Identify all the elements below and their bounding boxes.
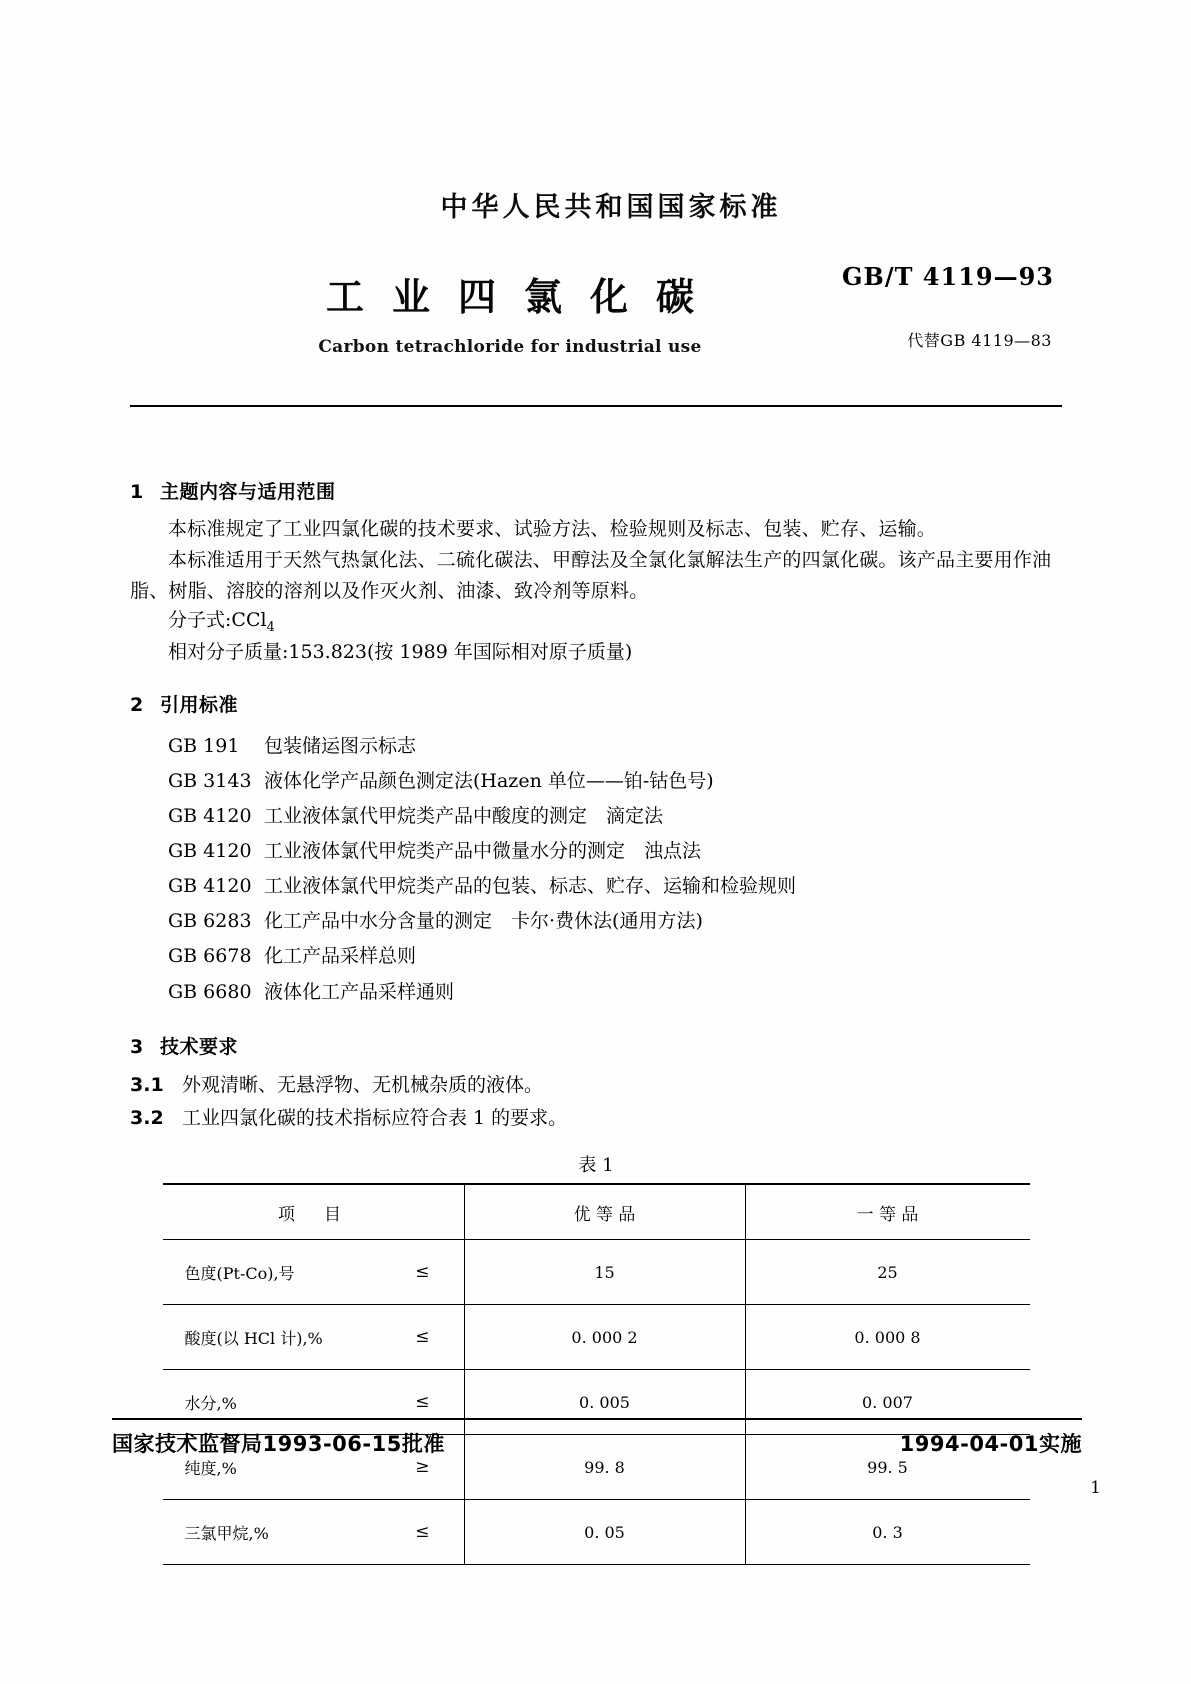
row-first-grade-value: 0. 3	[745, 1500, 1030, 1565]
footer-row	[112, 1428, 1082, 1458]
reference-title: 工业液体氯代甲烷类产品中酸度的测定 滴定法	[264, 804, 664, 827]
reference-title: 工业液体氯代甲烷类产品的包装、标志、贮存、运输和检验规则	[264, 875, 797, 898]
section-3-title: 技术要求	[160, 1035, 239, 1058]
comparison-symbol: ≤	[415, 1262, 430, 1283]
reference-title: 包装储运图示标志	[264, 734, 417, 757]
list-item	[130, 764, 1062, 799]
comparison-symbol: ≤	[415, 1327, 430, 1348]
section-1-heading	[130, 477, 1062, 504]
molecular-formula-line	[130, 606, 1062, 638]
section-2-title: 引用标准	[160, 693, 239, 716]
list-item	[130, 904, 1062, 939]
standard-number: GB/T 4119—93	[842, 262, 1054, 291]
section-1-paragraph-2: 本标准适用于天然气热氯化法、二硫化碳法、甲醇法及全氯化氯解法生产的四氯化碳。该产品主要用作油脂、树脂、溶胶的溶剂以及作灭火剂、油漆、致冷剂等原料。	[130, 548, 1052, 602]
replaces-note: 代替GB 4119—83	[907, 331, 1052, 350]
clause-3-1-text: 外观清晰、无悬浮物、无机械杂质的液体。	[182, 1073, 544, 1096]
row-superior-value: 0. 05	[464, 1500, 745, 1565]
reference-code: GB 4120	[168, 839, 252, 862]
row-first-grade-value: 0. 007	[745, 1370, 1030, 1435]
title-row	[130, 262, 1062, 382]
specifications-table	[163, 1183, 1030, 1565]
footer-divider	[112, 1418, 1082, 1420]
row-item-name: 酸度(以 HCl 计),% ≤	[163, 1305, 465, 1370]
comparison-symbol: ≥	[415, 1457, 430, 1478]
clause-3-1	[130, 1069, 1062, 1102]
list-item	[130, 834, 1062, 869]
section-2-number: 2	[130, 693, 144, 716]
molecular-formula-subscript: 4	[266, 620, 275, 636]
reference-title: 化工产品中水分含量的测定 卡尔·费休法(通用方法)	[264, 910, 703, 933]
row-superior-value: 99. 8	[464, 1435, 745, 1500]
table-row	[163, 1305, 1030, 1370]
reference-code: GB 3143	[168, 769, 252, 792]
relative-molecular-mass-line: 相对分子质量:153.823(按 1989 年国际相对原子质量)	[168, 641, 633, 664]
table-caption: 表 1	[578, 1155, 614, 1177]
reference-title: 液体化工产品采样通则	[264, 980, 455, 1003]
list-item	[130, 799, 1062, 834]
reference-code: GB 4120	[168, 804, 252, 827]
table-header-row	[163, 1184, 1030, 1240]
column-header-superior: 优 等 品	[464, 1184, 745, 1240]
clause-3-1-number: 3.1	[130, 1073, 164, 1096]
reference-title: 化工产品采样总则	[264, 945, 417, 968]
header-divider	[130, 405, 1062, 407]
row-superior-value: 15	[464, 1240, 745, 1305]
clause-3-2	[130, 1102, 1062, 1135]
row-first-grade-value: 99. 5	[745, 1435, 1030, 1500]
reference-title: 工业液体氯代甲烷类产品中微量水分的测定 浊点法	[264, 839, 702, 862]
standard-header	[130, 185, 1062, 382]
reference-code: GB 6680	[168, 980, 252, 1003]
document-body	[130, 455, 1062, 1565]
row-item-name: 色度(Pt-Co),号 ≤	[163, 1240, 465, 1305]
reference-code: GB 6283	[168, 910, 252, 933]
english-title: Carbon tetrachloride for industrial use	[318, 337, 702, 357]
row-superior-value: 0. 005	[464, 1370, 745, 1435]
page-footer	[112, 1418, 1082, 1458]
section-3-heading	[130, 1032, 1062, 1059]
row-first-grade-value: 0. 000 8	[745, 1305, 1030, 1370]
row-item-name: 纯度,% ≥	[163, 1435, 465, 1500]
section-2-heading	[130, 690, 1062, 717]
section-1-paragraph-1: 本标准规定了工业四氯化碳的技术要求、试验方法、检验规则及标志、包装、贮存、运输。	[168, 518, 937, 540]
effective-date-text: 1994-04-01实施	[899, 1432, 1082, 1456]
reference-title: 液体化学产品颜色测定法(Hazen 单位——铂-钴色号)	[264, 769, 714, 792]
comparison-symbol: ≤	[415, 1392, 430, 1413]
comparison-symbol: ≤	[415, 1522, 430, 1543]
page-title: 工业四氯化碳	[325, 275, 722, 319]
column-header-first-grade: 一 等 品	[745, 1184, 1030, 1240]
list-item	[130, 975, 1062, 1010]
molecular-formula-label: 分子式:CCl	[168, 609, 267, 632]
table-row	[163, 1240, 1030, 1305]
row-first-grade-value: 25	[745, 1240, 1030, 1305]
reference-code: GB 191	[168, 734, 240, 757]
section-1-number: 1	[130, 481, 144, 503]
approval-text: 国家技术监督局1993-06-15批准	[112, 1432, 445, 1456]
column-header-item: 项 目	[163, 1184, 465, 1240]
clause-3-2-number: 3.2	[130, 1106, 164, 1129]
national-standard-line: 中华人民共和国国家标准	[440, 192, 782, 223]
page-number: 1	[1090, 1478, 1101, 1498]
list-item	[130, 869, 1062, 904]
referenced-standards-list	[130, 729, 1062, 1010]
row-superior-value: 0. 000 2	[464, 1305, 745, 1370]
list-item	[130, 729, 1062, 764]
table-row	[163, 1500, 1030, 1565]
row-item-name: 水分,% ≤	[163, 1370, 465, 1435]
reference-code: GB 6678	[168, 945, 252, 968]
row-item-name: 三氯甲烷,% ≤	[163, 1500, 465, 1565]
reference-code: GB 4120	[168, 875, 252, 898]
list-item	[130, 939, 1062, 974]
section-1-title: 主题内容与适用范围	[160, 481, 336, 503]
section-3-number: 3	[130, 1035, 144, 1058]
clause-3-2-text: 工业四氯化碳的技术指标应符合表 1 的要求。	[182, 1106, 568, 1129]
